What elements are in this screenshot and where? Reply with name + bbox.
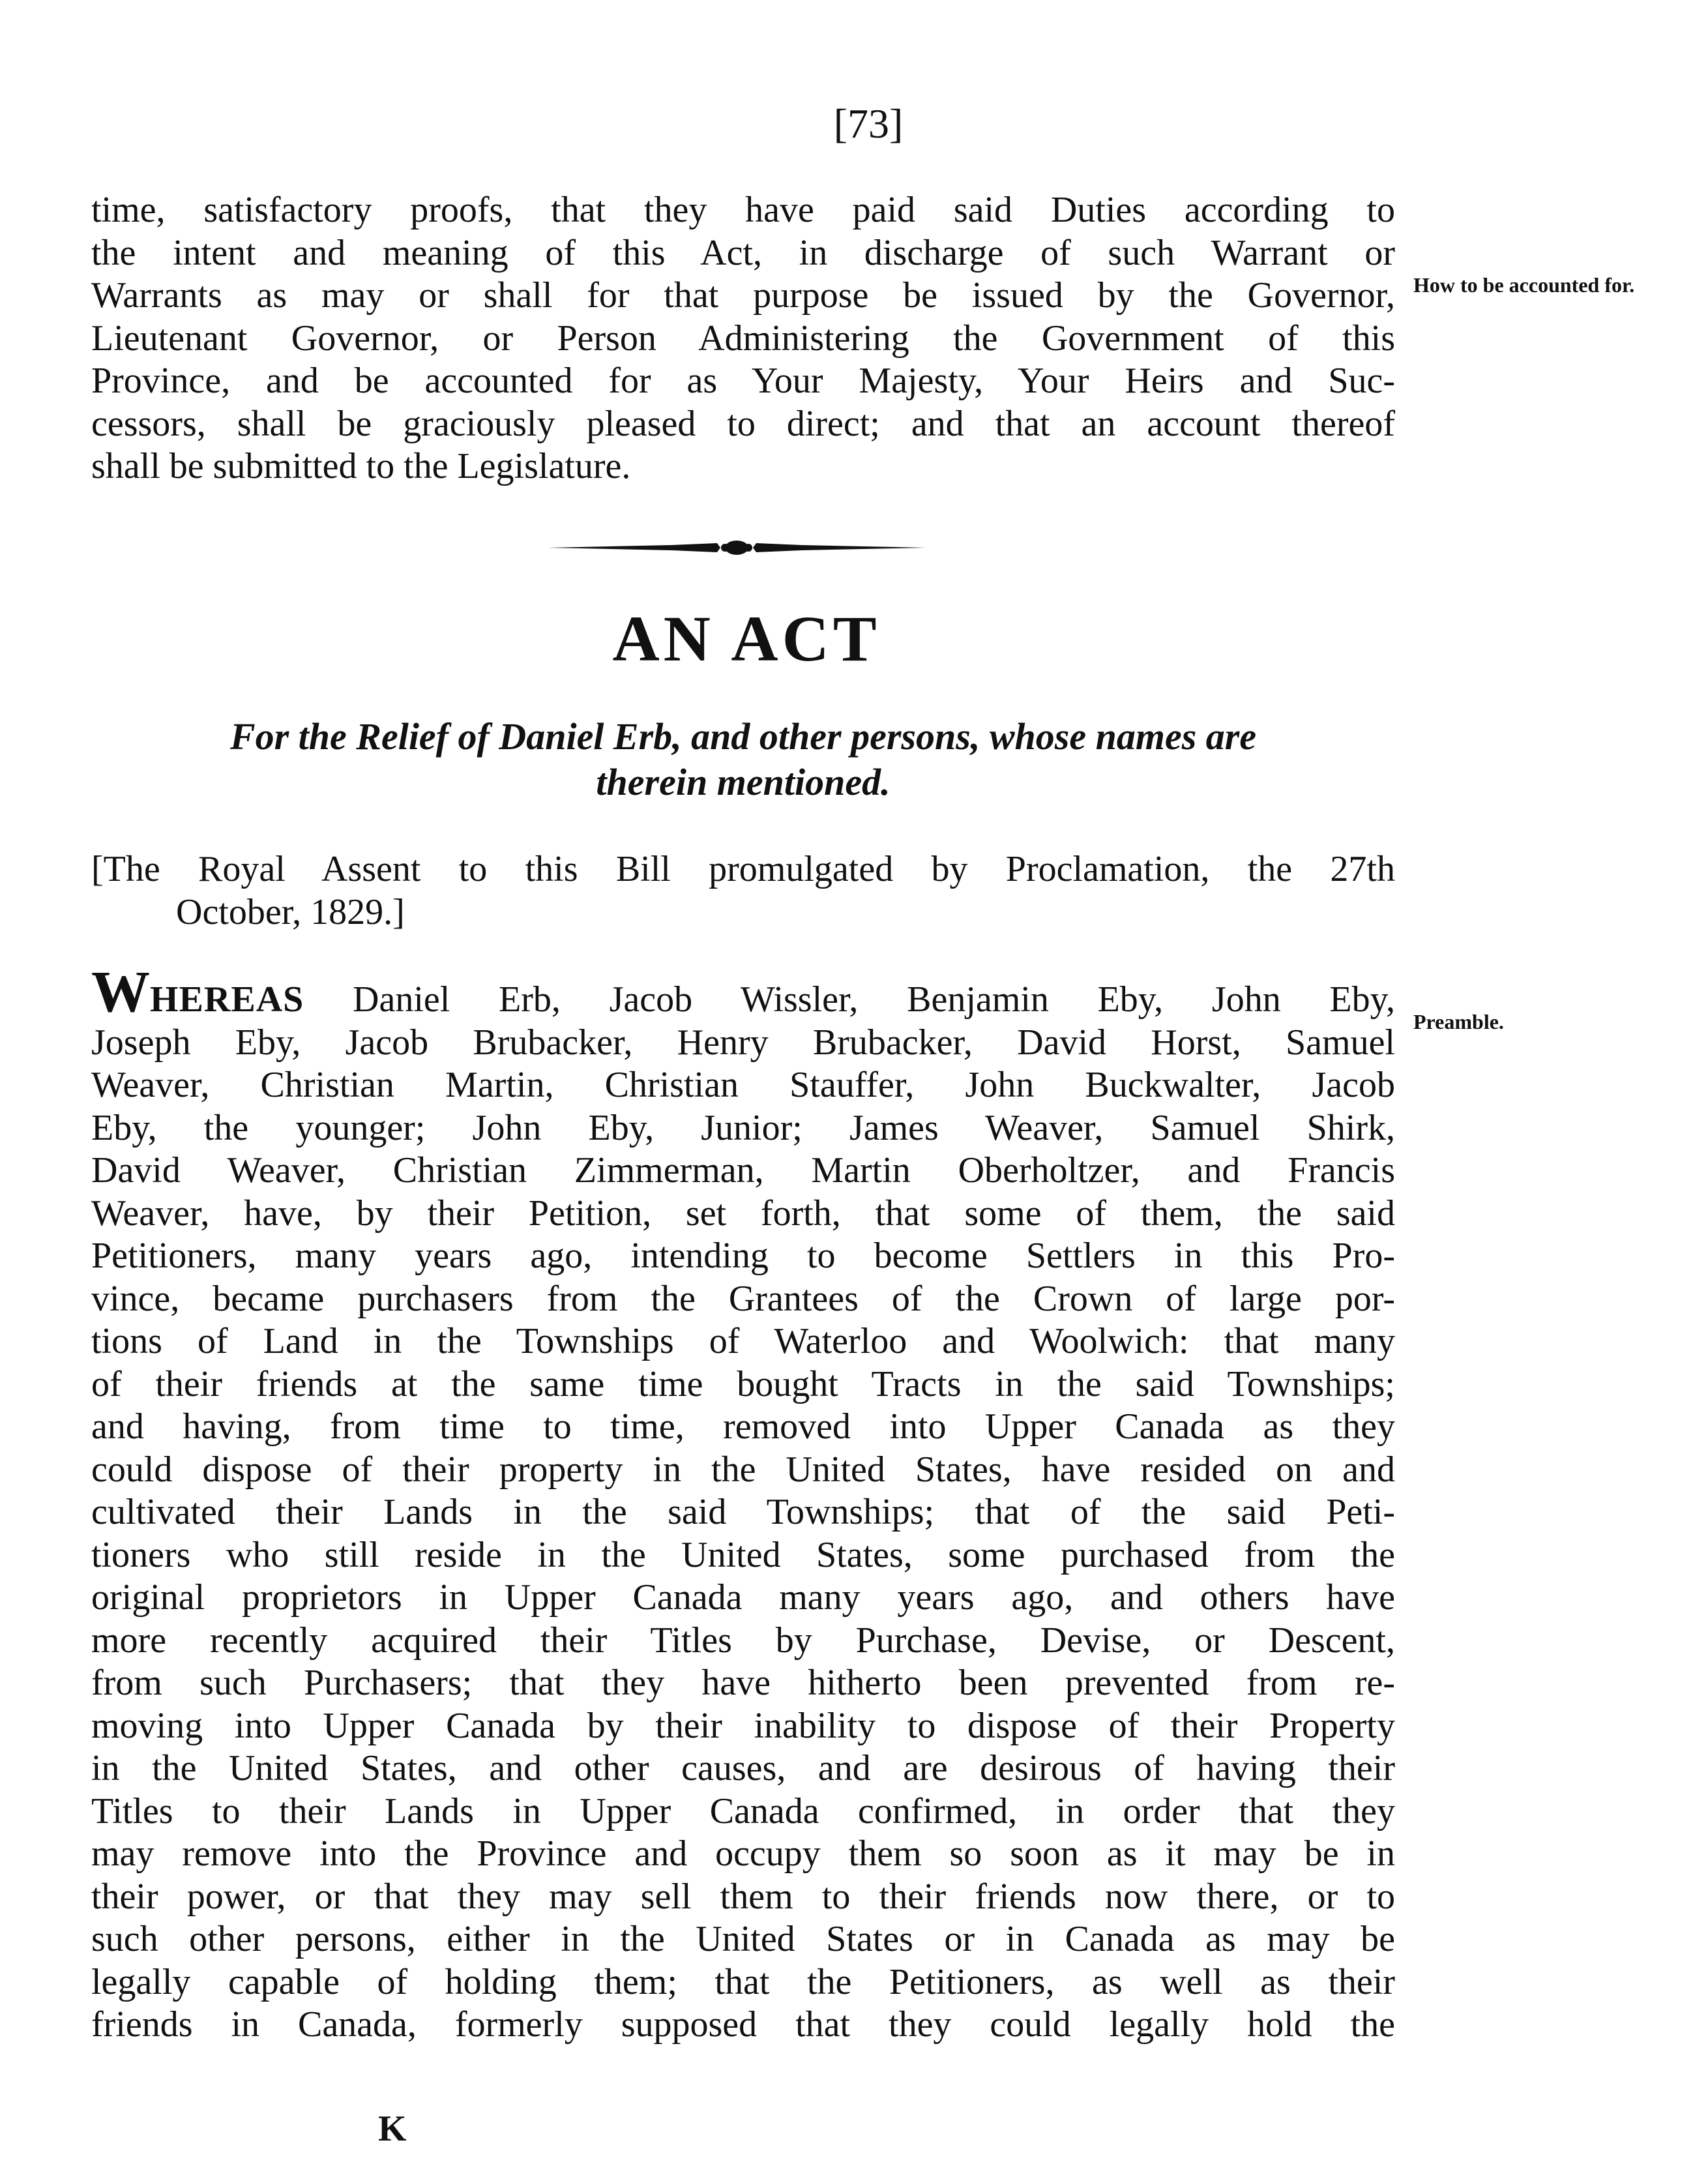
text-line: could dispose of their property in the United States, have resided on and <box>91 1449 1395 1490</box>
text-line: Eby, the younger; John Eby, Junior; James Weaver, Samuel Shirk, <box>91 1107 1395 1148</box>
act-subtitle-line: therein mentioned. <box>596 761 891 803</box>
text-line: cultivated their Lands in the said Townships; that of the said Peti- <box>91 1492 1395 1532</box>
text-line: from such Purchasers; that they have hitherto been prevented from re- <box>91 1663 1395 1703</box>
text-line: such other persons, either in the United States or in Canada as may be <box>91 1919 1395 1959</box>
text-line: their power, or that they may sell them to their friends now there, or to <box>91 1876 1395 1917</box>
first-word-rest: HEREAS <box>150 979 304 1020</box>
text-line-first <box>91 960 1395 1024</box>
text-line: Joseph Eby, Jacob Brubacker, Henry Brubacker, David Horst, Samuel <box>91 1022 1395 1063</box>
act-title: AN ACT <box>612 602 881 675</box>
text-line: Weaver, have, by their Petition, set forth, that some of them, the said <box>91 1193 1395 1234</box>
assent-line: [The Royal Assent to this Bill promulgated by Proclamation, the 27th <box>91 849 1395 889</box>
closing-paragraph <box>91 189 1395 488</box>
text-line: in the United States, and other causes, and are desirous of having their <box>91 1748 1395 1788</box>
text-line: original proprietors in Upper Canada many years ago, and others have <box>91 1577 1395 1618</box>
assent-line: October, 1829.] <box>176 892 405 932</box>
drop-cap: W <box>91 960 150 1024</box>
text-line: vince, became purchasers from the Grantees of the Crown of large por- <box>91 1278 1395 1319</box>
text-line: Titles to their Lands in Upper Canada confirmed, in order that they <box>91 1790 1395 1831</box>
text-line: tioners who still reside in the United States, some purchased from the <box>91 1534 1395 1575</box>
text-line: Province, and be accounted for as Your Majesty, Your Heirs and Suc- <box>91 361 1395 401</box>
text-line: cessors, shall be graciously pleased to direct; and that an account thereof <box>91 403 1395 444</box>
text-line: and having, from time to time, removed into Upper Canada as they <box>91 1406 1395 1447</box>
act-subtitle-line: For the Relief of Daniel Erb, and other persons, whose names are <box>229 715 1257 758</box>
text-line: the intent and meaning of this Act, in discharge of such Warrant or <box>91 232 1395 273</box>
text-line: moving into Upper Canada by their inability to dispose of their Property <box>91 1705 1395 1746</box>
act-subtitle <box>130 714 1356 805</box>
text-line: of their friends at the same time bought Tracts in the said Townships; <box>91 1363 1395 1404</box>
text-line: time, satisfactory proofs, that they have paid said Duties according to <box>91 190 1395 230</box>
preamble-paragraph <box>91 960 1395 2047</box>
text-line: Petitioners, many years ago, intending to become Settlers in this Pro- <box>91 1236 1395 1276</box>
royal-assent-note <box>91 848 1395 934</box>
page-number: [73] <box>833 100 904 147</box>
text-line: Weaver, Christian Martin, Christian Stauffer, John Buckwalter, Jacob <box>91 1065 1395 1105</box>
text-line: shall be submitted to the Legislature. <box>91 446 631 486</box>
text-line: may remove into the Province and occupy them so soon as it may be in <box>91 1833 1395 1874</box>
ornamental-divider <box>541 535 932 561</box>
signature-mark: K <box>378 2109 407 2149</box>
text-line: legally capable of holding them; that the Petitioners, as well as their <box>91 1961 1395 2002</box>
text-line: Lieutenant Governor, or Person Administering the Government of this <box>91 318 1395 359</box>
margin-note-accounted: How to be accounted for. <box>1413 273 1635 297</box>
text-line: friends in Canada, formerly supposed that they could legally hold the <box>91 2004 1395 2045</box>
text-line: Warrants as may or shall for that purpose be issued by the Governor, <box>91 275 1395 316</box>
margin-note-preamble: Preamble. <box>1413 1010 1504 1033</box>
text-line: tions of Land in the Townships of Waterloo and Woolwich: that many <box>91 1321 1395 1361</box>
text-line: more recently acquired their Titles by Purchase, Devise, or Descent, <box>91 1620 1395 1661</box>
text-line: David Weaver, Christian Zimmerman, Martin Oberholtzer, and Francis <box>91 1150 1395 1191</box>
first-line-rest: Daniel Erb, Jacob Wissler, Benjamin Eby, John Eby, <box>304 979 1395 1020</box>
